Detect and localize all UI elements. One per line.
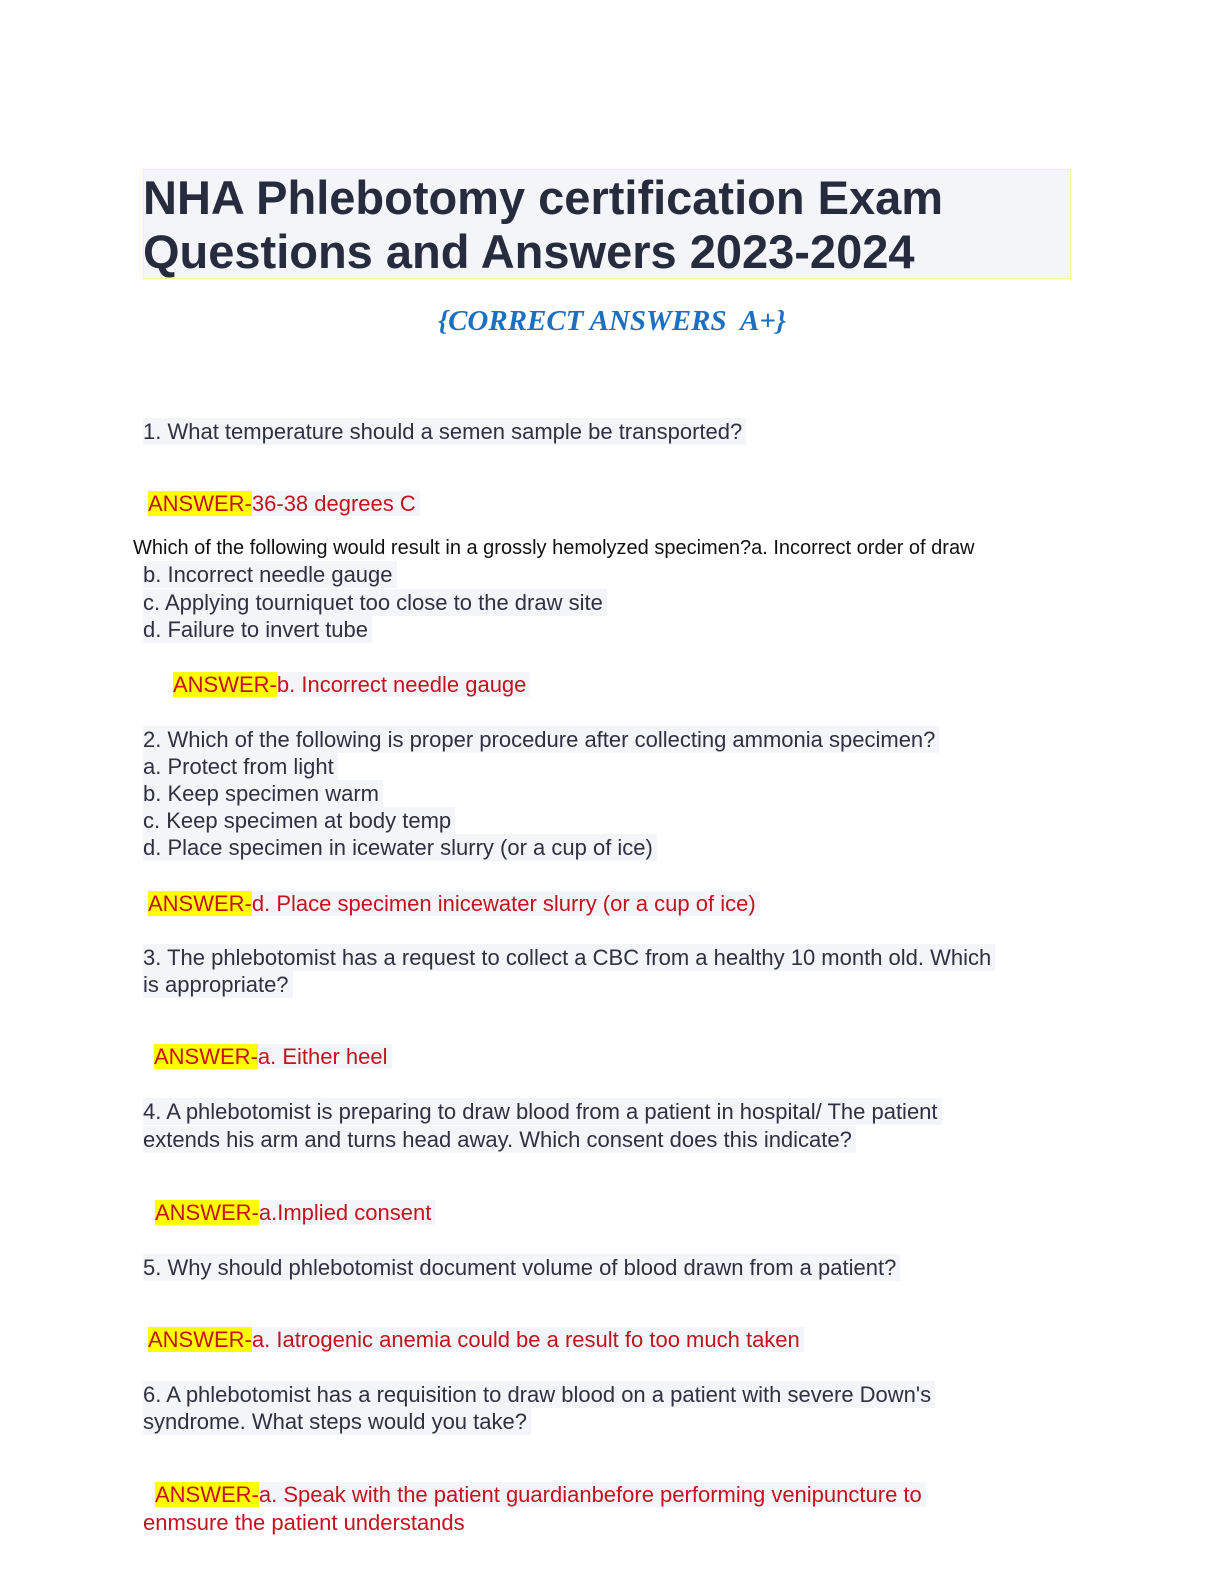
answer-tag: ANSWER- xyxy=(173,672,277,697)
answer-text: d. Place specimen inicewater slurry (or a cup of ice) xyxy=(252,891,760,916)
answer-6-continuation: enmsure the patient understands xyxy=(143,1510,465,1535)
question-3-line-2: is appropriate? xyxy=(143,971,293,998)
answer-text: b. Incorrect needle gauge xyxy=(277,672,531,697)
question-2-option-b: b. Keep specimen warm xyxy=(143,780,383,807)
answer-tag: ANSWER- xyxy=(148,1327,252,1352)
answer-tag: ANSWER- xyxy=(155,1200,259,1225)
question-6-line-2: syndrome. What steps would you take? xyxy=(143,1408,531,1435)
answer-tag: ANSWER- xyxy=(148,491,252,516)
answer-1 xyxy=(148,490,420,517)
document-title-line-1: NHA Phlebotomy certification Exam xyxy=(143,171,944,224)
question-2-text: 2. Which of the following is proper procedure after collecting ammonia specimen? xyxy=(143,726,939,753)
question-hemolyzed-option-d: d. Failure to invert tube xyxy=(143,616,372,643)
question-3-line-1: 3. The phlebotomist has a request to collect a CBC from a healthy 10 month old. Which xyxy=(143,944,995,971)
answer-tag: ANSWER- xyxy=(148,891,252,916)
question-2-option-c: c. Keep specimen at body temp xyxy=(143,807,455,834)
question-1-text: 1. What temperature should a semen sample be transported? xyxy=(143,418,746,445)
question-hemolyzed-intro: Which of the following would result in a grossly hemolyzed specimen?a. Incorrect order of draw xyxy=(133,537,975,559)
question-2-option-a: a. Protect from light xyxy=(143,753,338,780)
question-6-line-1: 6. A phlebotomist has a requisition to draw blood on a patient with severe Down's xyxy=(143,1381,935,1408)
answer-5 xyxy=(148,1326,804,1353)
answer-tag: ANSWER- xyxy=(155,1482,259,1507)
answer-tag: ANSWER- xyxy=(154,1044,258,1069)
question-5-text: 5. Why should phlebotomist document volume of blood drawn from a patient? xyxy=(143,1254,900,1281)
document-title-line-2: Questions and Answers 2023-2024 xyxy=(143,225,915,278)
answer-hemolyzed xyxy=(173,671,530,698)
answer-text: a.Implied consent xyxy=(259,1200,435,1225)
answer-3 xyxy=(154,1043,392,1070)
answer-4 xyxy=(155,1199,435,1226)
answer-text: a. Speak with the patient guardianbefore performing venipuncture to xyxy=(259,1482,926,1507)
question-2-option-d: d. Place specimen in icewater slurry (or a cup of ice) xyxy=(143,834,657,861)
answer-6 xyxy=(155,1481,926,1508)
answer-text: a. Iatrogenic anemia could be a result fo too much taken xyxy=(252,1327,804,1352)
question-hemolyzed-option-b: b. Incorrect needle gauge xyxy=(143,561,397,588)
question-4-line-2: extends his arm and turns head away. Which consent does this indicate? xyxy=(143,1126,856,1153)
answer-2 xyxy=(148,890,760,917)
answer-text: 36-38 degrees C xyxy=(252,491,420,516)
answer-text: a. Either heel xyxy=(258,1044,392,1069)
question-hemolyzed-option-c: c. Applying tourniquet too close to the draw site xyxy=(143,589,607,616)
document-subtitle: {CORRECT ANSWERS A+} xyxy=(437,305,787,337)
question-4-line-1: 4. A phlebotomist is preparing to draw blood from a patient in hospital/ The patient xyxy=(143,1098,942,1125)
